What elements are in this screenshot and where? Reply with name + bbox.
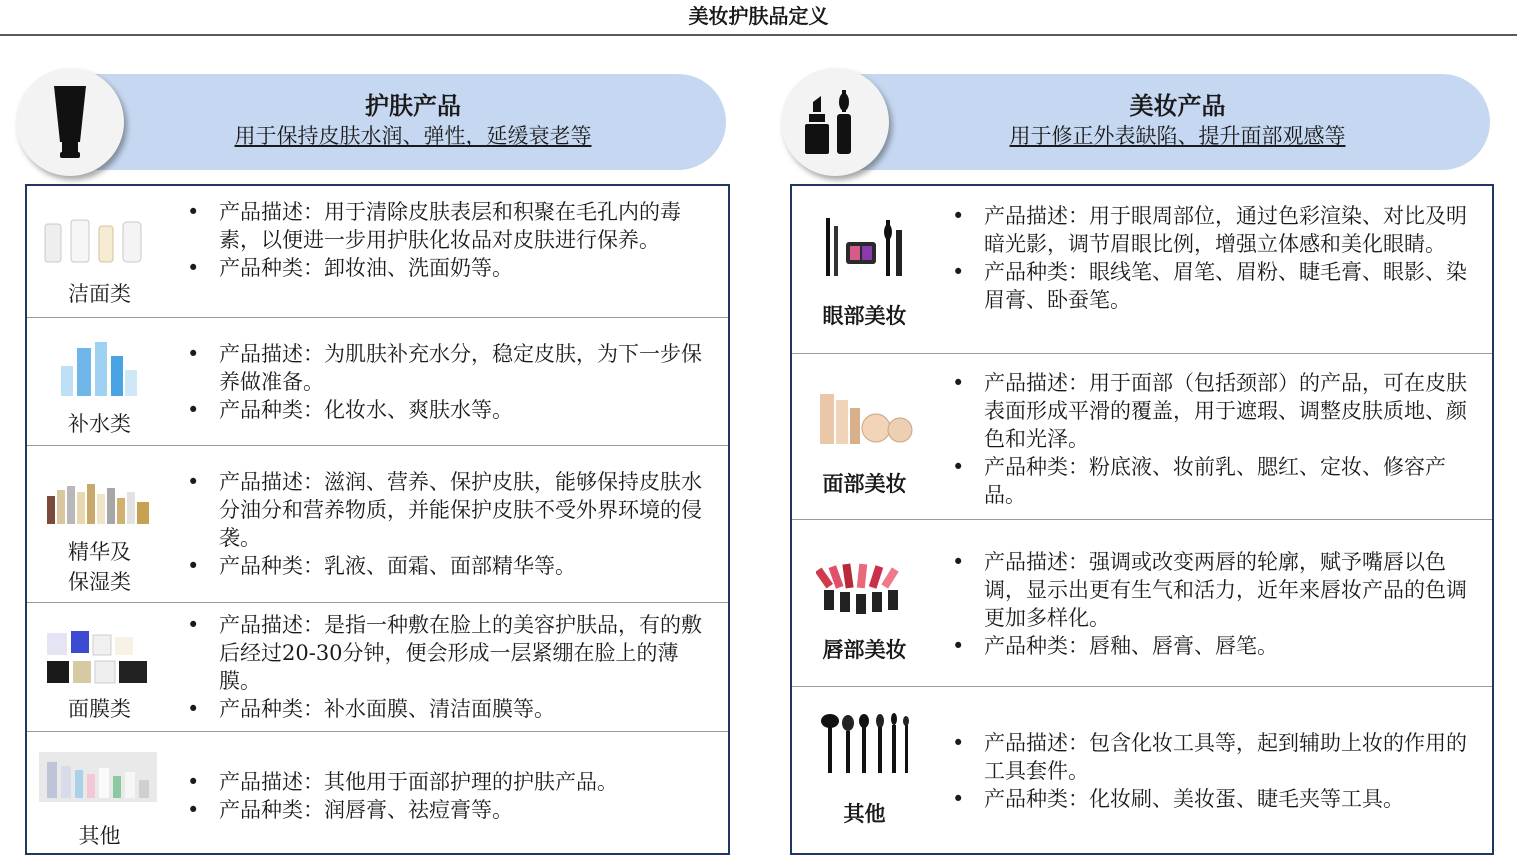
product-description: • 产品描述：用于清除皮肤表层和积聚在毛孔内的毒素，以便进一步用护肤化妆品对皮肤进行保养。 bbox=[187, 198, 707, 254]
product-types: • 产品种类：补水面膜、清洁面膜等。 bbox=[187, 695, 707, 723]
lip-makeup-products-icon bbox=[816, 560, 912, 616]
product-types: • 产品种类：润唇膏、祛痘膏等。 bbox=[187, 796, 707, 824]
category-label: 保湿类 bbox=[68, 570, 131, 594]
category-label: 洁面类 bbox=[68, 282, 131, 306]
list-item bbox=[27, 445, 728, 603]
list-item bbox=[27, 317, 728, 446]
product-types: • 产品种类：化妆水、爽肤水等。 bbox=[187, 396, 707, 424]
product-types: • 产品种类：唇釉、唇膏、唇笔。 bbox=[952, 632, 1472, 660]
list-item bbox=[792, 686, 1492, 854]
cleanser-products-icon bbox=[39, 216, 159, 268]
product-types: • 产品种类：粉底液、妆前乳、腮红、定妆、修容产品。 bbox=[952, 453, 1472, 509]
lipstick-mascara-icon bbox=[781, 68, 889, 176]
skincare-title: 护肤产品 bbox=[365, 91, 461, 120]
product-description: • 产品描述：强调或改变两唇的轮廓，赋予嘴唇以色调，显示出更有生气和活力，近年来唇妆产品的色调更加多样化。 bbox=[952, 548, 1472, 632]
face-makeup-products-icon bbox=[818, 390, 914, 448]
page-title: 美妆护肤品定义 bbox=[688, 4, 829, 28]
product-types: • 产品种类：卸妆油、洗面奶等。 bbox=[187, 254, 707, 282]
list-item bbox=[27, 731, 728, 854]
makeup-panel bbox=[790, 184, 1494, 855]
product-description: • 产品描述：是指一种敷在脸上的美容护肤品，有的敷后经过20-30分钟，便会形成一层紧绷在脸上的薄膜。 bbox=[187, 611, 707, 695]
list-item bbox=[792, 353, 1492, 520]
eye-makeup-products-icon bbox=[822, 216, 908, 278]
product-description: • 产品描述：用于面部（包括颈部）的产品，可在皮肤表面形成平滑的覆盖，用于遮瑕、调整皮肤质地、颜色和光泽。 bbox=[952, 369, 1472, 453]
product-description: • 产品描述：用于眼周部位，通过色彩渲染、对比及明暗光影，调节眉眼比例，增强立体感和美化眼睛。 bbox=[952, 202, 1472, 258]
category-label: 面部美妆 bbox=[822, 471, 907, 496]
category-label: 精华及 bbox=[68, 540, 131, 564]
title-divider bbox=[0, 34, 1517, 36]
product-types: • 产品种类：乳液、面霜、面部精华等。 bbox=[187, 552, 707, 580]
skincare-panel bbox=[25, 184, 730, 855]
product-description: • 产品描述：为肌肤补充水分，稳定皮肤，为下一步保养做准备。 bbox=[187, 340, 707, 396]
list-item bbox=[27, 186, 728, 317]
skincare-banner bbox=[20, 74, 726, 170]
category-label: 眼部美妆 bbox=[822, 303, 907, 328]
mask-products-icon bbox=[45, 631, 155, 687]
makeup-brushes-icon bbox=[818, 713, 912, 775]
serum-products-icon bbox=[45, 482, 155, 526]
product-types: • 产品种类：化妆刷、美妆蛋、睫毛夹等工具。 bbox=[952, 785, 1472, 813]
other-skincare-products-icon bbox=[39, 752, 157, 802]
category-label: 面膜类 bbox=[68, 697, 131, 721]
category-label: 其他 bbox=[78, 824, 121, 848]
toner-products-icon bbox=[57, 342, 139, 398]
makeup-title: 美妆产品 bbox=[1129, 91, 1226, 120]
skincare-subtitle: 用于保持皮肤水润、弹性，延缓衰老等 bbox=[234, 124, 592, 148]
list-item bbox=[792, 186, 1492, 353]
makeup-subtitle: 用于修正外表缺陷、提升面部观感等 bbox=[1009, 124, 1346, 148]
category-label: 唇部美妆 bbox=[822, 637, 907, 662]
makeup-banner bbox=[785, 74, 1490, 170]
category-label: 补水类 bbox=[68, 412, 131, 436]
cleanser-tube-icon bbox=[16, 68, 124, 176]
list-item bbox=[27, 602, 728, 732]
category-label: 其他 bbox=[843, 801, 886, 826]
product-description: • 产品描述：包含化妆工具等，起到辅助上妆的作用的工具套件。 bbox=[952, 729, 1472, 785]
product-types: • 产品种类：眼线笔、眉笔、眉粉、睫毛膏、眼影、染眉膏、卧蚕笔。 bbox=[952, 258, 1472, 314]
product-description: • 产品描述：滋润、营养、保护皮肤，能够保持皮肤水分油分和营养物质，并能保护皮肤不受外界环境的侵袭。 bbox=[187, 468, 707, 552]
list-item bbox=[792, 519, 1492, 687]
product-description: • 产品描述：其他用于面部护理的护肤产品。 bbox=[187, 768, 707, 796]
